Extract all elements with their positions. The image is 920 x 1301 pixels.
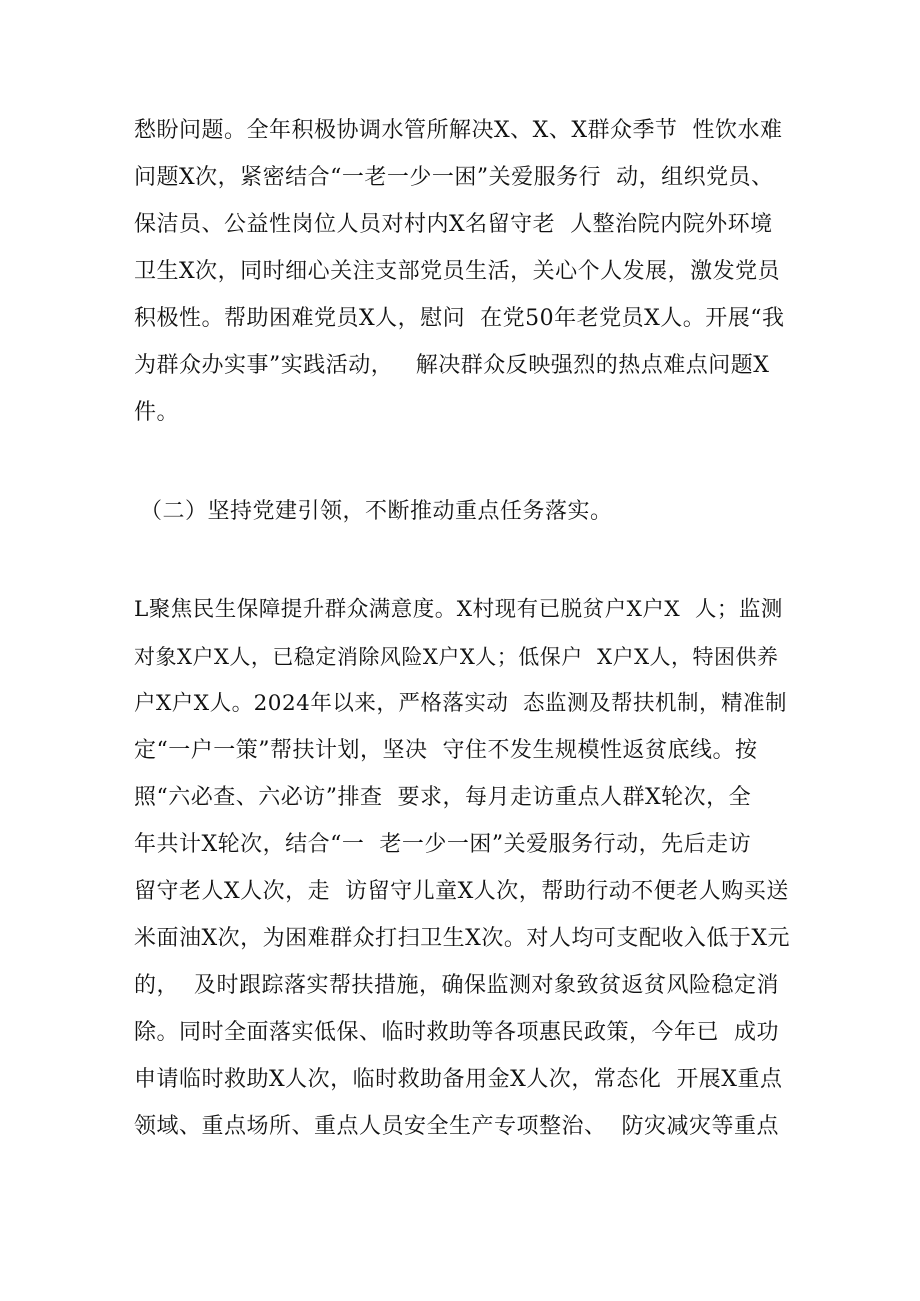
paragraph-line: 对象X户X人，已稳定消除风险X户X人；低保户 X户X人，特困供养 [134, 645, 779, 669]
paragraph-line: 申请临时救助X人次，临时救助备用金X人次，常态化 开展X重点 [134, 1067, 783, 1092]
paragraph-line: 为群众办实事”实践活动， 解决群众反映强烈的热点难点问题X [134, 353, 770, 378]
paragraph-line: 件。 [134, 400, 180, 425]
paragraph-line: 定“一户一策”帮扶计划，坚决 守住不发生规模性返贫底线。按 [134, 738, 758, 763]
paragraph-line: 留守老人X人次，走 访留守儿童X人次，帮助行动不便老人购买送 [134, 879, 789, 904]
paragraph-line: 愁盼问题。全年积极协调水管所解决X、X、X群众季节 性饮水难 [134, 118, 783, 143]
paragraph-line: 卫生X次，同时细心关注支部党员生活，关心个人发展，激发党员 [134, 259, 781, 284]
paragraph-line: 领域、重点场所、重点人员安全生产专项整治、 防灾减灾等重点 [134, 1114, 779, 1139]
paragraph-line: 米面油X次，为困难群众打扫卫生X次。对人均可支配收入低于X元 [134, 926, 790, 951]
paragraph-line: 的， 及时跟踪落实帮扶措施，确保监测对象致贫返贫风险稳定消 [134, 973, 779, 998]
section-heading: （二）坚持党建引领，不断推动重点任务落实。 [140, 499, 613, 524]
paragraph-line: 户X户X人。2024年以来，严格落实动 态监测及帮扶机制，精准制 [134, 691, 787, 716]
paragraph-line: 积极性。帮助困难党员X人，慰问 在党50年老党员X人。开展“我 [134, 306, 785, 331]
paragraph-line: 保洁员、公益性岗位人员对村内X名留守老 人整治院内院外环境 [134, 212, 773, 237]
paragraph-line: L聚焦民生保障提升群众满意度。X村现有已脱贫户X户X 人；监测 [134, 597, 783, 622]
paragraph-line: 问题X次，紧密结合“一老一少一困”关爱服务行 动，组织党员、 [134, 165, 774, 190]
paragraph-line: 年共计X轮次，结合“一 老一少一困”关爱服务行动，先后走访 [134, 832, 752, 857]
paragraph-line: 照“六必查、六必访”排查 要求，每月走访重点人群X轮次，全 [134, 785, 752, 810]
paragraph-line: 除。同时全面落实低保、临时救助等各项惠民政策，今年已 成功 [134, 1020, 779, 1045]
